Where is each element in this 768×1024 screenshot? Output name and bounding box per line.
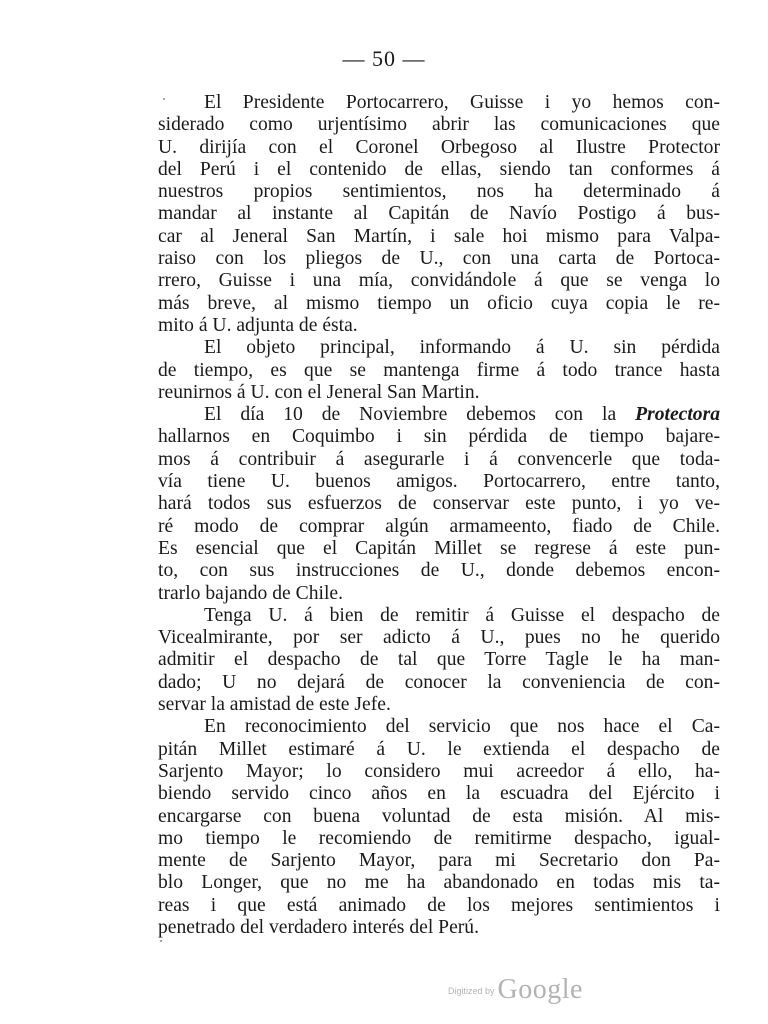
text-line — [158, 360, 720, 382]
paper-speck — [163, 98, 165, 100]
text-line — [158, 850, 720, 872]
text-line — [158, 382, 720, 404]
watermark-logo-text: Google — [497, 974, 583, 1005]
text-line-content: raiso con los pliegos de U., con una carta de Portoca- — [158, 248, 720, 270]
text-line-content: más breve, al mismo tiempo un oficio cuya copia le re- — [158, 292, 720, 314]
letter-body — [158, 92, 720, 939]
text-line-content: Sarjento Mayor; lo considero mui acreedor á ello, ha- — [158, 760, 720, 782]
text-line-content: de tiempo, es que se mantenga firme á todo trance hasta — [158, 359, 720, 381]
text-line — [158, 761, 720, 783]
text-line-content: mito á U. adjunta de ésta. — [158, 314, 358, 336]
text-line — [158, 203, 720, 225]
text-line-content: En reconocimiento del servicio que nos hace el Ca- — [204, 716, 720, 738]
text-line-content: mos á contribuir á asegurarle i á convencerle que toda- — [158, 448, 720, 470]
text-line-content: ré modo de comprar algún armameento, fiado de Chile. — [158, 515, 720, 537]
text-line — [158, 716, 720, 738]
text-line — [158, 181, 720, 203]
text-line-content: Vicealmirante, por ser adicto á U., pues no he querido — [158, 627, 720, 649]
text-line-content: mandar al instante al Capitán de Navío Postigo á bus- — [158, 203, 720, 225]
text-line — [158, 114, 720, 136]
text-line-content: reunirnos á U. con el Jeneral San Martin. — [158, 381, 480, 403]
text-line — [158, 806, 720, 828]
text-line-content: admitir el despacho de tal que Torre Tagle le ha man- — [158, 649, 720, 671]
text-line — [158, 739, 720, 761]
page-number: — 50 — — [342, 46, 426, 71]
text-line-content: to, con sus instrucciones de U., donde debemos encon- — [158, 560, 720, 582]
text-line — [158, 226, 720, 248]
text-line — [158, 315, 720, 337]
text-line — [158, 493, 720, 515]
text-line-content: El Presidente Portocarrero, Guisse i yo hemos con- — [204, 92, 720, 113]
text-line — [158, 270, 720, 292]
digitized-by-google-watermark — [448, 974, 583, 1006]
text-line-content: biendo servido cinco años en la escuadra del Ejército i — [158, 783, 720, 805]
text-line-content: Es esencial que el Capitán Millet se regrese á este pun- — [158, 537, 720, 559]
text-line — [158, 293, 720, 315]
text-line-content: reas i que está animado de los mejores sentimientos i — [158, 894, 720, 916]
text-line — [158, 895, 720, 917]
text-line — [158, 471, 720, 493]
text-line-content: El objeto principal, informando á U. sin pérdida — [204, 337, 720, 359]
text-line — [158, 248, 720, 270]
text-line — [158, 605, 720, 627]
text-line — [158, 137, 720, 159]
text-line — [158, 828, 720, 850]
text-line-content: Tenga U. á bien de remitir á Guisse el despacho de — [204, 604, 720, 626]
text-line-content: dado; U no dejará de conocer la conveniencia de con- — [158, 671, 720, 693]
text-line-content: servar la amistad de este Jefe. — [158, 694, 391, 716]
text-line — [158, 783, 720, 805]
text-line-content: nuestros propios sentimientos, nos ha determinado á — [158, 181, 720, 203]
text-line — [158, 872, 720, 894]
text-line-content: trarlo bajando de Chile. — [158, 582, 343, 604]
text-line — [158, 159, 720, 181]
text-line-content: mo tiempo le recomiendo de remitirme despacho, igual- — [158, 827, 720, 849]
text-line — [158, 583, 720, 605]
paper-speck — [160, 940, 162, 942]
text-line — [158, 672, 720, 694]
text-line-content: hará todos sus esfuerzos de conservar este punto, i yo ve- — [158, 493, 720, 515]
text-line — [158, 516, 720, 538]
text-line-content: penetrado del verdadero interés del Perú. — [158, 916, 479, 938]
text-line-content: El día 10 de Noviembre debemos con la — [204, 404, 636, 426]
text-line — [158, 649, 720, 671]
text-line-content: pitán Millet estimaré á U. le extienda el despacho de — [158, 738, 720, 760]
text-line-content: rrero, Guisse i una mía, convidándole á que se venga lo — [158, 270, 720, 292]
text-line-content: vía tiene U. buenos amigos. Portocarrero, entre tanto, — [158, 471, 720, 493]
text-line-content: encargarse con buena voluntad de esta misión. Al mis- — [158, 805, 720, 827]
text-line — [158, 917, 720, 939]
text-line-content: mente de Sarjento Mayor, para mi Secretario don Pa- — [158, 850, 720, 872]
text-line-content: siderado como urjentísimo abrir las comunicaciones que — [158, 114, 720, 136]
text-line-content: blo Longer, que no me ha abandonado en todas mis ta- — [158, 872, 720, 894]
text-line — [158, 694, 720, 716]
ship-name-italic: Protectora — [635, 404, 720, 426]
text-line-content: car al Jeneral San Martín, i sale hoi mismo para Valpa- — [158, 225, 720, 247]
text-line — [158, 404, 720, 426]
text-line-content: hallarnos en Coquimbo i sin pérdida de tiempo bajare- — [158, 426, 720, 448]
text-line — [158, 426, 720, 448]
text-line — [158, 92, 720, 114]
text-line — [158, 449, 720, 471]
text-line — [158, 627, 720, 649]
text-line-content: U. dirijía con el Coronel Orbegoso al Ilustre Protector — [158, 136, 720, 158]
text-line-content: del Perú i el contenido de ellas, siendo tan conformes á — [158, 158, 720, 180]
text-line — [158, 337, 720, 359]
text-line — [158, 560, 720, 582]
text-line — [158, 538, 720, 560]
watermark-small-text: Digitized by — [448, 986, 495, 996]
